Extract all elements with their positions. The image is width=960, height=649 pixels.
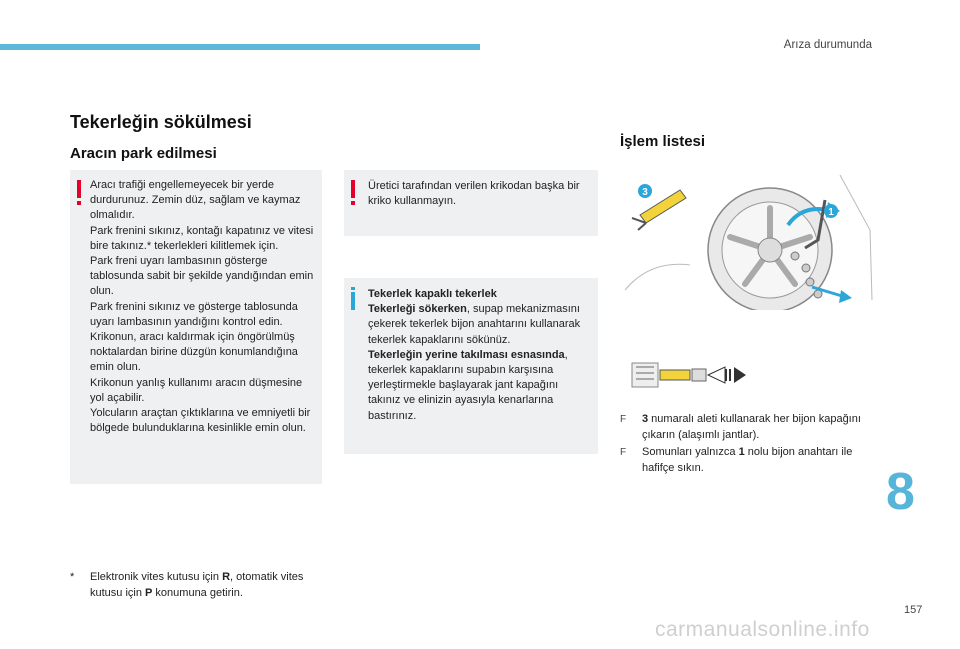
footnote-text: , otomatik vites kutusu için bbox=[90, 571, 304, 599]
page-title: Tekerleğin sökülmesi bbox=[70, 112, 252, 132]
procedure-heading: İşlem listesi bbox=[620, 133, 706, 150]
hubcap-info-box bbox=[344, 278, 598, 454]
step-number: 1 bbox=[738, 446, 745, 458]
list-item bbox=[620, 445, 882, 476]
warning-line: Aracı trafiği engellemeyecek bir yerde durdurunuz. Zemin düz, sağlam ve kaymaz olmalıdır. bbox=[90, 179, 301, 222]
step-text: numaralı aleti kullanarak her bijon kapağını çıkarın (alaşımlı jantlar). bbox=[642, 413, 861, 441]
page-number: 157 bbox=[904, 604, 923, 616]
step-bullet-icon: F bbox=[620, 414, 627, 425]
chapter-number: 8 bbox=[886, 463, 915, 521]
warning-line: Krikonun yanlış kullanımı aracın düşmesine yol açabilir. bbox=[90, 376, 303, 404]
warning-line: Park freni uyarı lambasının gösterge tablosunda sabit bir şekilde yandığından emin olun. bbox=[90, 255, 314, 298]
warning-line: Park frenini sıkınız, kontağı kapatınız ve vitesi bire takınız.* tekerlekleri kilitlemek için. bbox=[90, 224, 314, 252]
warning-icon bbox=[77, 180, 81, 198]
remove-label: Tekerleği sökerken bbox=[368, 303, 467, 316]
step-bullet-icon: F bbox=[620, 447, 627, 458]
footnote-bold: R bbox=[222, 571, 231, 583]
footnote-star: * bbox=[70, 571, 75, 583]
park-heading: Aracın park edilmesi bbox=[70, 145, 217, 162]
refit-text: , tekerlek kapaklarını supabın karşısına yerleştirmekle başlayarak jant kapağını takınız ve elinizin ayasıyla kenarlarına bastırınız. bbox=[368, 348, 568, 422]
list-item bbox=[620, 412, 882, 443]
footnote bbox=[70, 570, 330, 601]
warning-line: Park frenini sıkınız ve gösterge tablosunda uyarı lambasının yandığını kontrol edin. bbox=[90, 300, 298, 328]
step-text: Somunları yalnızca bbox=[642, 446, 739, 458]
warning-line: Krikonun, aracı kaldırmak için öngörülmüş noktalardan birine düzgün konumlandığına emin olun. bbox=[90, 331, 298, 374]
refit-label: Tekerleğin yerine takılması esnasında bbox=[368, 348, 565, 361]
hubcap-info-title: Tekerlek kapaklı tekerlek bbox=[368, 288, 497, 300]
hubcap-tool-illustration bbox=[630, 355, 750, 395]
jack-warning-text: Üretici tarafından verilen krikodan başka bir kriko kullanmayın. bbox=[368, 180, 580, 208]
remove-text: , supap mekanizmasını çekerek tekerlek bijon anahtarını kullanarak tekerlek kapaklarını sökünüz. bbox=[368, 303, 581, 346]
footnote-text: konumuna getirin. bbox=[152, 586, 243, 599]
warning-icon bbox=[351, 180, 355, 198]
section-title: Arıza durumunda bbox=[783, 39, 872, 51]
step-number: 3 bbox=[642, 413, 649, 425]
jack-warning-box bbox=[344, 170, 598, 236]
footnote-bold: P bbox=[145, 586, 153, 599]
footnote-text: Elektronik vites kutusu için bbox=[90, 571, 223, 583]
header-accent-bar bbox=[0, 44, 480, 50]
info-icon bbox=[351, 292, 355, 310]
warning-line: Yolcuların araçtan çıktıklarına ve emniyetli bir bölgede bulunduklarına kesinlikle emin olun. bbox=[90, 407, 311, 435]
step-text: nolu bijon anahtarı ile hafifçe sıkın. bbox=[642, 446, 853, 474]
park-warning-box bbox=[70, 170, 322, 484]
callout-3: 3 bbox=[642, 187, 648, 198]
wheel-removal-illustration bbox=[620, 170, 880, 310]
watermark: carmanualsonline.info bbox=[655, 618, 870, 641]
callout-1: 1 bbox=[828, 207, 834, 218]
procedure-steps bbox=[620, 412, 882, 478]
